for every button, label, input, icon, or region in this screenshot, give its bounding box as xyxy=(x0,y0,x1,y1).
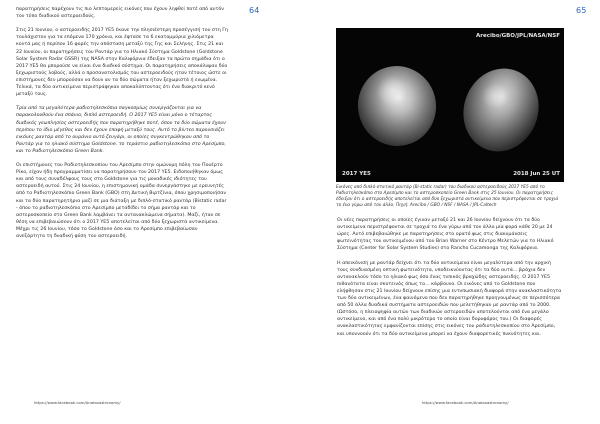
right-page xyxy=(300,0,600,424)
radar-image xyxy=(336,28,564,182)
paragraph: Οι επιστήμονες του Ραδιοτηλεσκοπίου του Αρεσίμπο στην ομώνυμη πόλη του Πουέρτο Ρίκο, είχαν ήδη προγραμματίσει να παρατηρήσουν τον 2017 YE5. Ειδοποιήθηκαν όμως και από τους συναδέλφους τους στο Goldstone για τις μοναδικές ιδιότητες του αστεροειδή αυτού. Στις 24 Ιουνίου, η επιστημονική ομάδα συνεργάστηκε με ερευνητές από το Ραδιοτηλεσκόπιο Green Bank (GBO) στη Δυτική Βιρτζίνια, όπου χρησιμοποιήσαν και τα δύο παρατηρητήρια μαζί σε μια διάταξη με διπλό-στατικό ραντάρ (Bistatic radar - όπου το ραδιοτηλεσκόπιο στο Αρεσίμπο μεταδίδει το σήμα ραντάρ και το αστεροσκοπείο στο Green Bank λαμβάνει τα αντανακλώμενα σήματα). Μαζί, ήταν σε θέση να επιβεβαιώσουν ότι ο 2017 YE5 αποτελείται από δύο ξεχωριστά αντικείμενα. Μέχρι τις 26 Ιουνίου, τόσο το Goldstone όσο και το Αρεσίμπο επιβεβαίωσαν ανεξάρτητα τη δυαδική φύση του αστεροειδή. xyxy=(16,163,227,239)
page-number: 65 xyxy=(576,6,587,15)
paragraph: Στις 21 Ιουνίου, ο αστεροειδής 2017 YE5 έκανε την πλησιέστερη προσέγγισή του στη Γη τουλάχιστον για τα επόμενα 170 χρόνια, και έφτασε τα 6 εκατομμύρια χιλιόμετρα κοντά μας ή περίπου 16 φορές την απόσταση μεταξύ της Γης και Σελήνης. Στις 21 και 22 Ιουνίου, οι παρατηρήσεις του Ραντάρ για το Ηλιακό Σύστημα Goldstone (Goldstone Solar System Radar GSSR) της NASA στην Καλιφόρνια έδειξαν τα πρώτα σημάδια ότι ο 2017 YE5 θα μπορούσε να είναι ένα διαδικό σύστημα. Οι παρατηρήσεις αποκάλυψαν δύο ξεχωριστούς λοβούς, αλλά ο προσανατολισμός του αστεροειδούς ήταν τέτοιος ώστε οι επιστήμονες δεν μπορούσαν να δουν αν τα δύο σώματα ήταν ξεχωριστά ή ενωμένα. Τελικά, τα δύο αντικείμενα περιστράφηκαν αποκαλύπτοντας ότι ένα διακριτό κενό μεταξύ τους. xyxy=(16,28,228,98)
image-object-label: 2017 YE5 xyxy=(342,171,371,177)
paragraph: Η απεικόνιση με ραντάρ δείχνει ότι τα δύο αντικείμενα είναι μεγαλύτερα από την αρχική τους συνδυασμένη οπτική φωτεινότητα, υποδεικνύοντας ότι τα δύο αυτά... βράχια δεν αντανακλούν τόσο το ηλιακό φως όσο ένας τυπικός βραχώδης αστεροειδής. Ο 2017 YE5 πιθανότατα είναι σκοτεινός όπως το... κάρβουνο. Οι εικόνες από το Goldstone που ελήφθησαν στις 21 Ιουνίου δείχνουν επίσης μια εντυπωσιακή διαφορά στην ανακλαστικότητα των δύο αντικειμένων, ένα φαινόμενο που δεν παρατηρήθηκε προηγουμένως σε περισσότερα από 50 άλλα δυαδικά συστήματα αστεροειδών που μελετήθηκαν με ραντάρ από το 2000. (Ωστόσο, η πλειοψηφία αυτών των διαδικών αστεροειδών αποτελούνται από ένα μεγάλο αντικείμενο, και από ένα πολύ μικρότερο το οποίο είναι δορυφόρος του.) Οι διαφορές ανακλαστικότητας εμφανίζονται επίσης στις εικόνες του ραδιοτηλεσκοπίου στο Αρεσίμπο, και υποννοούν ότι τα δύο αντικείμενα μπορεί να έχουν διαφορετικές πυκνότητες και. xyxy=(337,260,562,337)
footer-link[interactable]: https://www.facebook.com/Anatoxastronomy/ xyxy=(34,400,121,405)
image-credit: Arecibo/GBO/JPL/NASA/NSF xyxy=(476,33,560,39)
right-page-text xyxy=(337,217,563,345)
paragraph: παρατηρήσεις παρέχουν τις πιο λεπτομερείς εικόνες που έχουν ληφθεί ποτέ από αυτόν τον τύπο διαδικού αστεροειδούς. xyxy=(16,7,224,20)
left-page-text xyxy=(16,6,228,247)
asteroid-highlight-right xyxy=(482,82,508,110)
image-date-label: 2018 Jun 25 UT xyxy=(513,171,560,177)
asteroid-lobe-left xyxy=(349,58,444,154)
italic-paragraph: Τρία από τα μεγαλύτερα ραδιοτηλεσκόπια παγκοσμίως συνεργάζονται για να παρακολουθούν ένα σπάνιο, διπλό αστεροειδή. Ο 2017 YE5 είναι μόνο ο τέταρτος διαδικός γεωπλησίος αστεροειδής που παρατηρήθηκε ποτέ, όπου τα δύο σώματα έχουν περίπου το ίδιο μέγεθος και δεν έχουν επαφή μεταξύ τους. Αυτό το βίντεο παρουσιάζει εικόνες ραντάρ από το ουράνιο αυτό ζευγάρι, οι οποίες συγκεντρώθηκαν από το Ραντάρ για το ηλιακό σύστημα Goldstone, το τεράστιο ραδιοτηλεσκόπιο στο Αρεσίμπο, και το Ραδιοτηλεσκόπιο Green Bank. xyxy=(16,106,226,154)
footer-link[interactable]: https://www.facebook.com/Anatoxastronomy/ xyxy=(422,400,509,405)
figure-caption: Εικόνες από διπλό-στατικό ραντάρ (Bi-static radar) του διαδικού αστεροειδούς 2017 YE5 από το Ραδιοτηλεσκόπιο στο Αρεσίμπο και το αστεροσκοπείο Green Bank στις 25 Ιουνίου. Οι παρατηρήσεις έδειξαν ότι ο αστεροειδής αποτελείται από δύο ξεχωριστά αντικείμενα που περιστρέφονται σε τροχιά το ένα γύρω από τον άλλο. Πηγή: Arecibo / GBO / NSF / NASA / JPL-Caltech xyxy=(336,185,559,209)
paragraph: Οι νέες παρατηρήσεις οι οποίες έγιναν μεταξύ 21 και 26 Ιουνίου δείχνουν ότι τα δύο αντικείμενα περιστρέφονται σε τροχιά το ένα γύρω από τον άλλο μία φορά κάθε 20 με 24 ώρες. Αυτό επιβεβαιώθηκε με παρατηρήσεις στο ορατό φως στις διακυμάνσεις φωτεινότητας του αντικειμένου από τον Brian Warner στο Κέντρο Μελετών για το Ηλιακό Σύστημα (Center for Solar System Studies) στο Rancho Cucamonga της Καλιφόρνια. xyxy=(337,218,554,252)
page-number: 64 xyxy=(249,6,260,15)
asteroid-lobe-right xyxy=(452,58,550,162)
asteroid-highlight-left xyxy=(376,76,408,106)
